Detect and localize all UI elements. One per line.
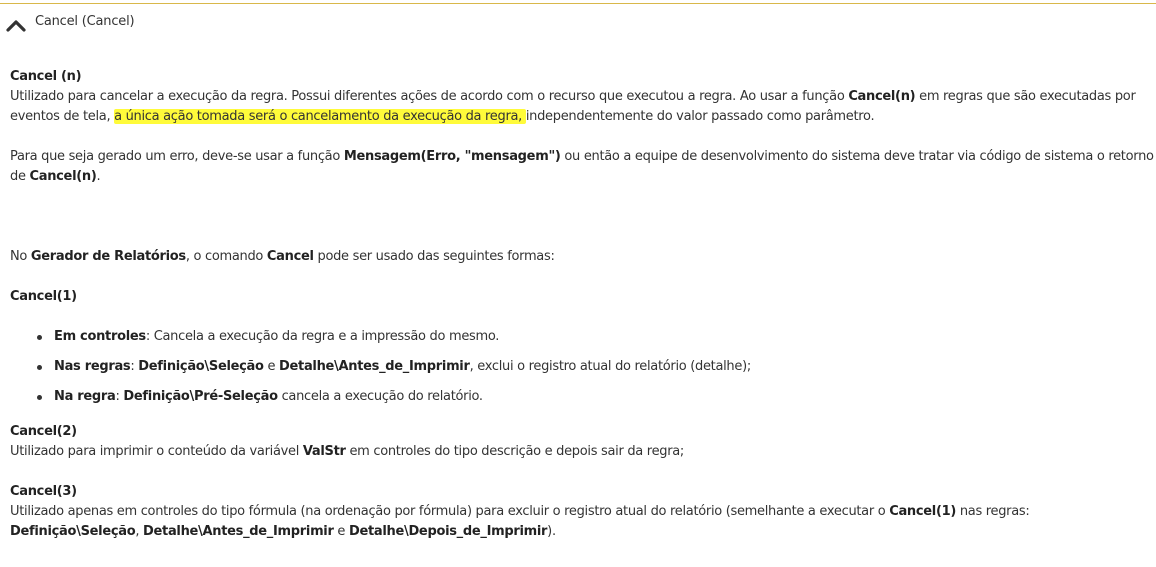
highlighted-text: a única ação tomada será o cancelamento da execução da regra,	[114, 109, 526, 124]
paragraph: Definição\Seleção, Detalhe\Antes_de_Imprimir e Detalhe\Depois_de_Imprimir).	[10, 524, 556, 539]
accordion-header[interactable]	[0, 4, 1156, 40]
cancel-3-heading: Cancel(3)	[10, 484, 77, 499]
paragraph: eventos de tela, a única ação tomada será o cancelamento da execução da regra, independentemente do valor passado como parâmetro.	[10, 109, 875, 124]
cancel-1-list	[10, 327, 1154, 407]
paragraph: Para que seja gerado um erro, deve-se usar a função Mensagem(Erro, "mensagem") ou então a equipe de desenvolvimento do sistema deve tratar via código de sistema o retorno	[10, 149, 1154, 164]
paragraph: Utilizado para cancelar a execução da regra. Possui diferentes ações de acordo com o recurso que executou a regra. Ao usar a função Cancel(n) em regras que são executadas por	[10, 89, 1136, 104]
help-content	[10, 67, 1154, 542]
accordion-title: Cancel (Cancel)	[35, 14, 135, 29]
report-generator-intro: No Gerador de Relatórios, o comando Cancel pode ser usado das seguintes formas:	[10, 249, 555, 264]
paragraph: de Cancel(n).	[10, 169, 101, 184]
paragraph: Utilizado apenas em controles do tipo fórmula (na ordenação por fórmula) para excluir o registro atual do relatório (semelhante a executar o Cancel(1) nas regras:	[10, 504, 1030, 519]
bullet-icon	[37, 365, 42, 370]
cancel-1-heading: Cancel(1)	[10, 289, 77, 304]
list-item: Em controles: Cancela a execução da regra e a impressão do mesmo.	[10, 327, 1154, 347]
list-item: Na regra: Definição\Pré-Seleção cancela a execução do relatório.	[10, 387, 1154, 407]
cancel-n-heading: Cancel (n)	[10, 69, 82, 84]
bullet-icon	[37, 335, 42, 340]
list-item: Nas regras: Definição\Seleção e Detalhe\Antes_de_Imprimir, exclui o registro atual do relatório (detalhe);	[10, 357, 1154, 377]
chevron-up-icon[interactable]	[6, 18, 26, 32]
paragraph: Utilizado para imprimir o conteúdo da variável ValStr em controles do tipo descrição e depois sair da regra;	[10, 444, 685, 459]
bullet-icon	[37, 395, 42, 400]
cancel-2-heading: Cancel(2)	[10, 424, 77, 439]
